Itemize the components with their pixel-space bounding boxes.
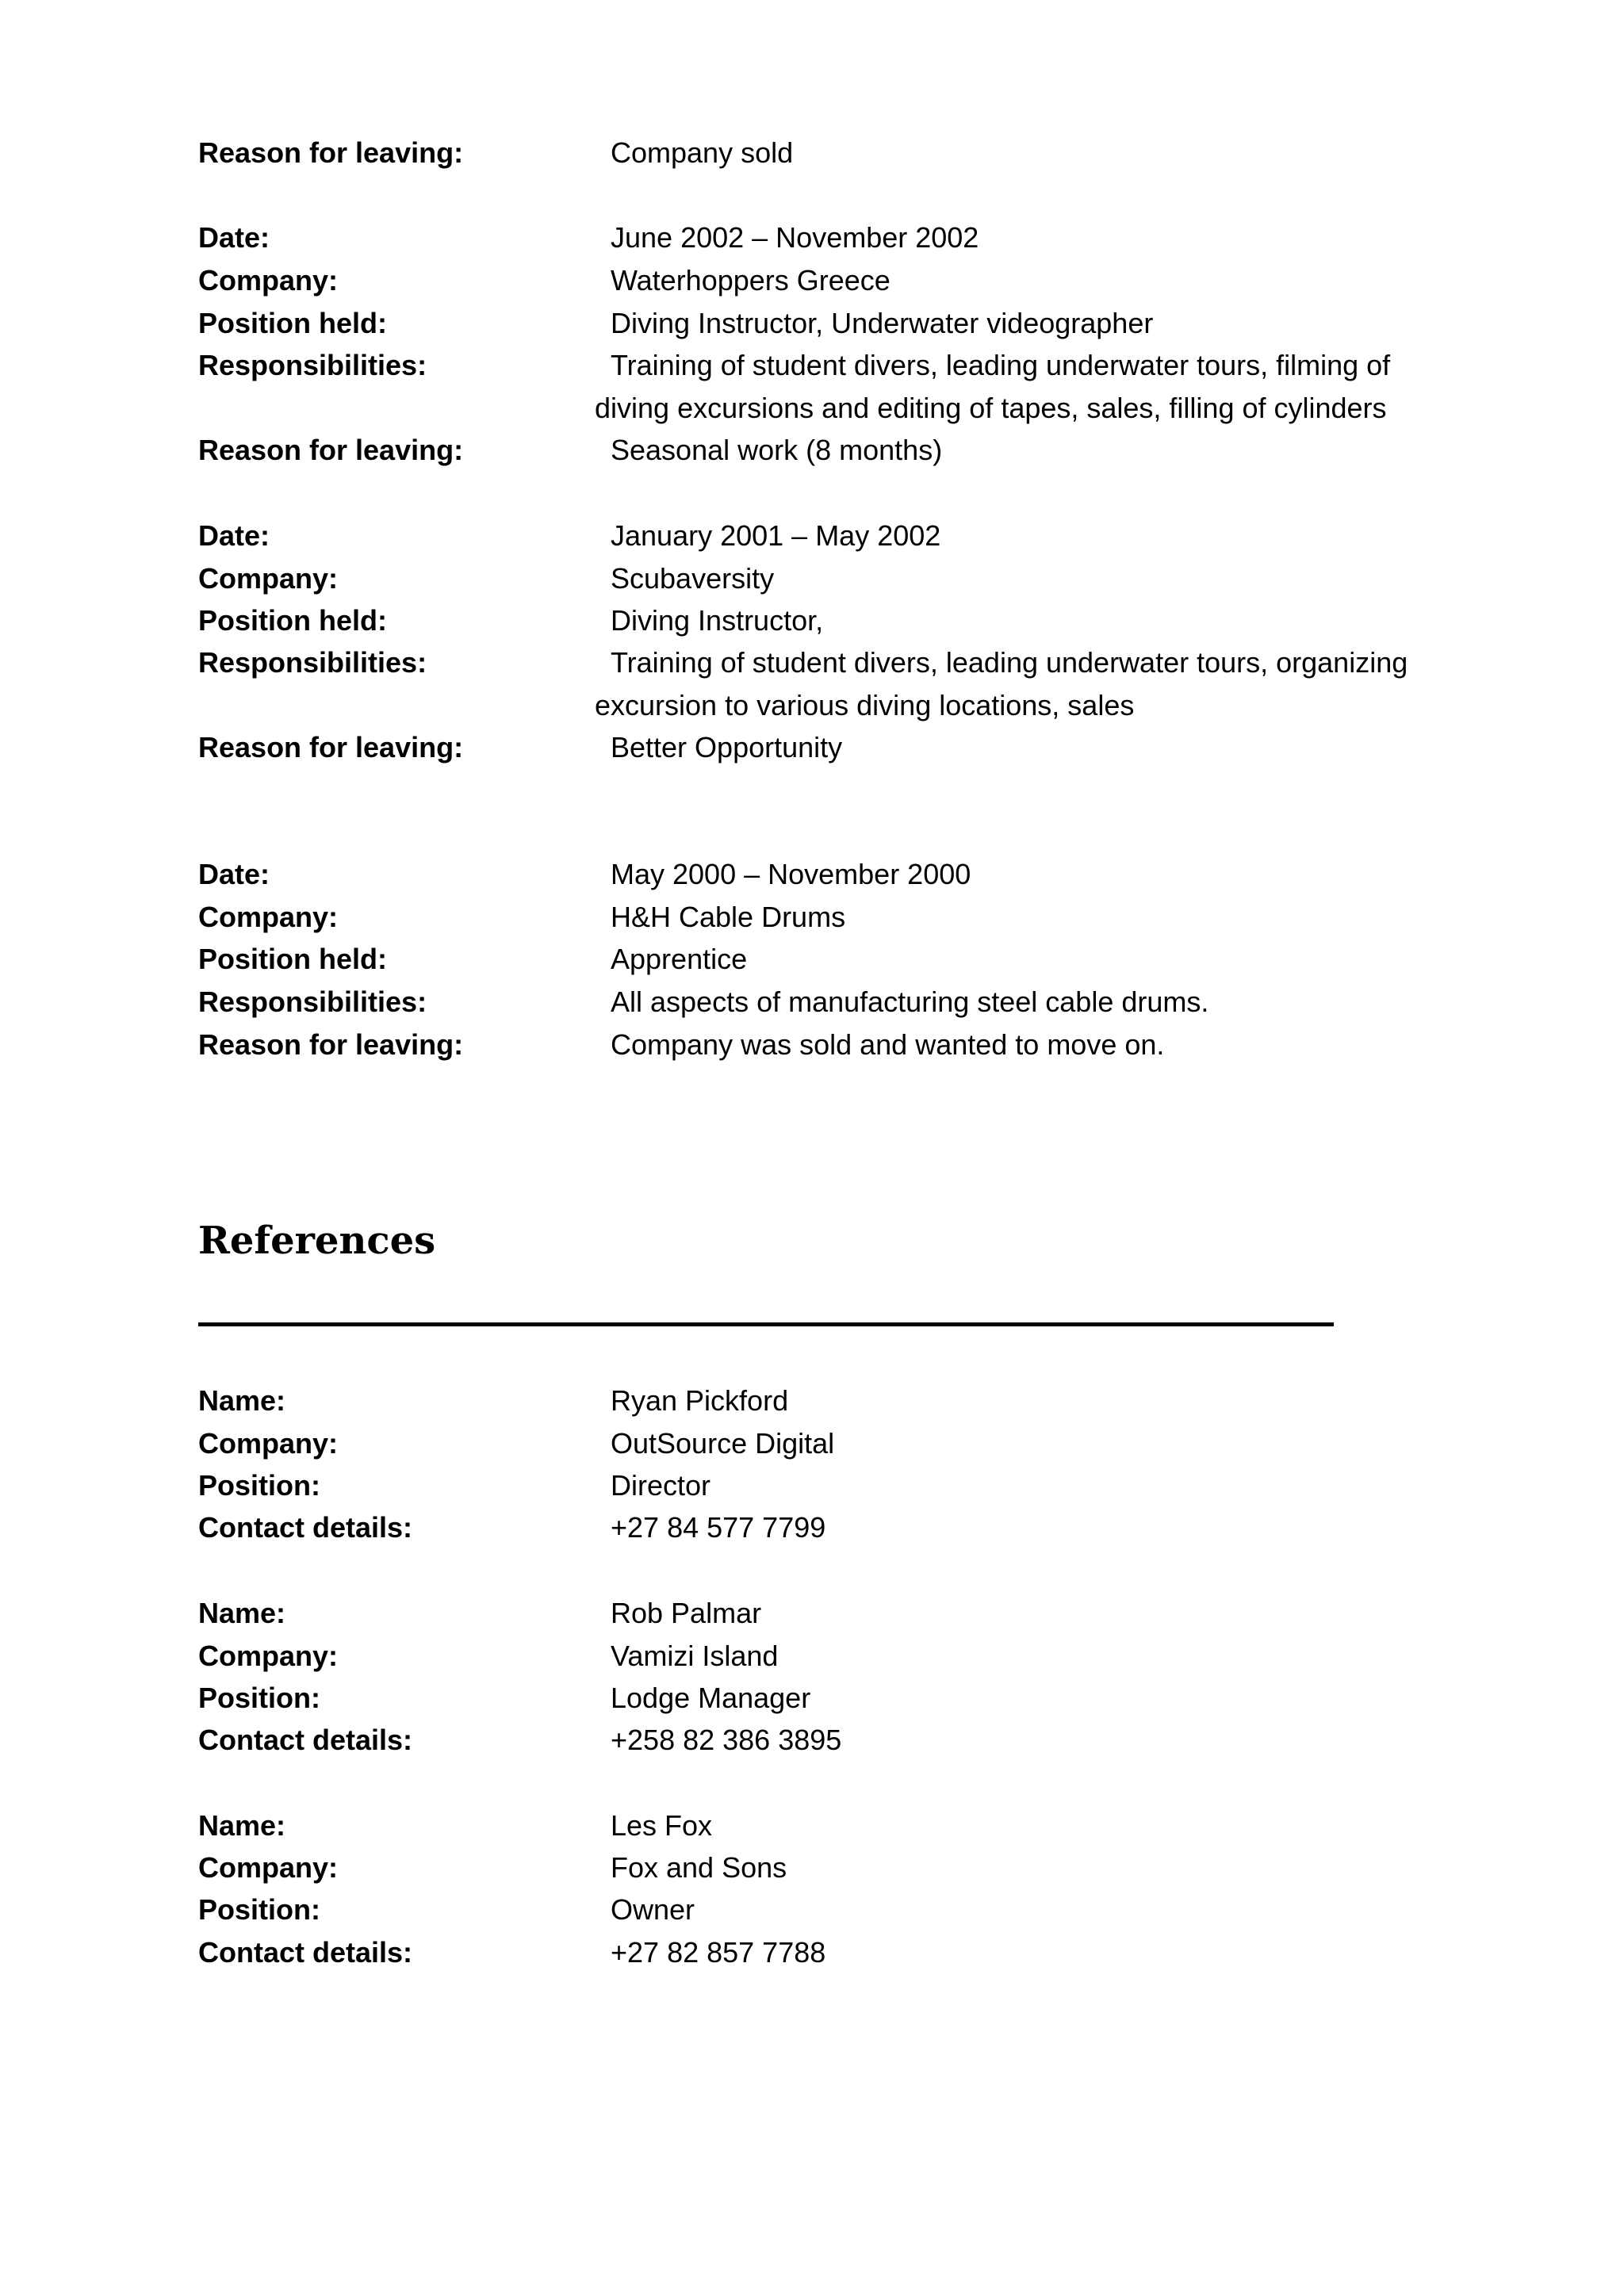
date-value: June 2002 – November 2002 [611,221,979,254]
employment-reason-row [198,429,1435,472]
position-value: Diving Instructor, [611,604,824,637]
reference-contact-row [198,1931,1435,1974]
section-divider [198,1322,1334,1326]
references-heading: References [198,1219,436,1263]
employment-date-row [198,853,1435,896]
reference-company-row [198,1422,1435,1465]
reference-name-row [198,1804,1435,1847]
responsibilities-label: Responsibilities: [198,349,427,381]
employment-date-row [198,216,1435,259]
reference-position-row [198,1677,1435,1720]
reference-name-row [198,1380,1435,1422]
name-value: Ryan Pickford [611,1384,789,1417]
position-value: Apprentice [611,943,748,975]
date-label: Date: [198,221,270,254]
company-value: H&H Cable Drums [611,901,846,933]
date-value: January 2001 – May 2002 [611,519,941,552]
name-label: Name: [198,1384,286,1417]
contact-label: Contact details: [198,1511,413,1544]
employment-position-row [198,938,1435,981]
employment-company-row [198,259,1435,302]
contact-value: +27 82 857 7788 [611,1936,826,1969]
name-label: Name: [198,1597,286,1629]
date-label: Date: [198,858,270,890]
employment-position-row [198,599,1435,642]
company-label: Company: [198,1640,339,1672]
company-value: Scubaversity [611,562,775,595]
employment-reason-row [198,726,1435,769]
company-label: Company: [198,1427,339,1460]
contact-label: Contact details: [198,1724,413,1756]
employment-position-row [198,302,1435,345]
position-value: Director [611,1469,711,1502]
reason-value: Better Opportunity [611,731,843,763]
name-value: Rob Palmar [611,1597,762,1629]
position-label: Position: [198,1682,320,1714]
responsibilities-label: Responsibilities: [198,985,427,1018]
contact-value: +258 82 386 3895 [611,1724,842,1756]
reason-label: Reason for leaving: [198,434,464,466]
contact-value: +27 84 577 7799 [611,1511,826,1544]
reference-contact-row [198,1506,1435,1549]
responsibilities-value: All aspects of manufacturing steel cable drums. [611,985,1209,1018]
reference-name-row [198,1592,1435,1635]
employment-reason-row [198,132,1435,174]
position-value: Lodge Manager [611,1682,811,1714]
position-value: Diving Instructor, Underwater videographer [611,307,1154,339]
reason-label: Reason for leaving: [198,136,464,169]
employment-responsibilities-row [198,344,1435,430]
company-label: Company: [198,901,339,933]
date-value: May 2000 – November 2000 [611,858,971,890]
reference-company-row [198,1846,1435,1889]
reason-label: Reason for leaving: [198,731,464,763]
position-value: Owner [611,1893,695,1926]
reference-position-row [198,1464,1435,1507]
employment-company-row [198,557,1435,600]
employment-date-row [198,515,1435,557]
name-label: Name: [198,1809,286,1842]
position-label: Position: [198,1893,320,1926]
position-label: Position: [198,1469,320,1502]
responsibilities-value: Training of student divers, leading underwater tours, organizing excursion to various diving locations, sales [595,646,1408,721]
reason-value: Company was sold and wanted to move on. [611,1028,1165,1061]
responsibilities-label: Responsibilities: [198,646,427,679]
position-label: Position held: [198,307,387,339]
position-label: Position held: [198,604,387,637]
reason-label: Reason for leaving: [198,1028,464,1061]
reference-company-row [198,1635,1435,1678]
name-value: Les Fox [611,1809,713,1842]
company-value: OutSource Digital [611,1427,835,1460]
employment-reason-row [198,1024,1435,1066]
employment-company-row [198,896,1435,939]
company-value: Fox and Sons [611,1851,787,1884]
responsibilities-value: Training of student divers, leading underwater tours, filming of diving excursions and editing of tapes, sales, filling of cylinders [595,349,1391,424]
company-value: Vamizi Island [611,1640,779,1672]
company-value: Waterhoppers Greece [611,264,891,297]
employment-responsibilities-row [198,641,1435,727]
reference-contact-row [198,1719,1435,1762]
company-label: Company: [198,1851,339,1884]
contact-label: Contact details: [198,1936,413,1969]
employment-responsibilities-row [198,981,1435,1024]
position-label: Position held: [198,943,387,975]
company-label: Company: [198,264,339,297]
reason-value: Seasonal work (8 months) [611,434,943,466]
reference-position-row [198,1888,1435,1931]
company-label: Company: [198,562,339,595]
date-label: Date: [198,519,270,552]
reason-value: Company sold [611,136,794,169]
